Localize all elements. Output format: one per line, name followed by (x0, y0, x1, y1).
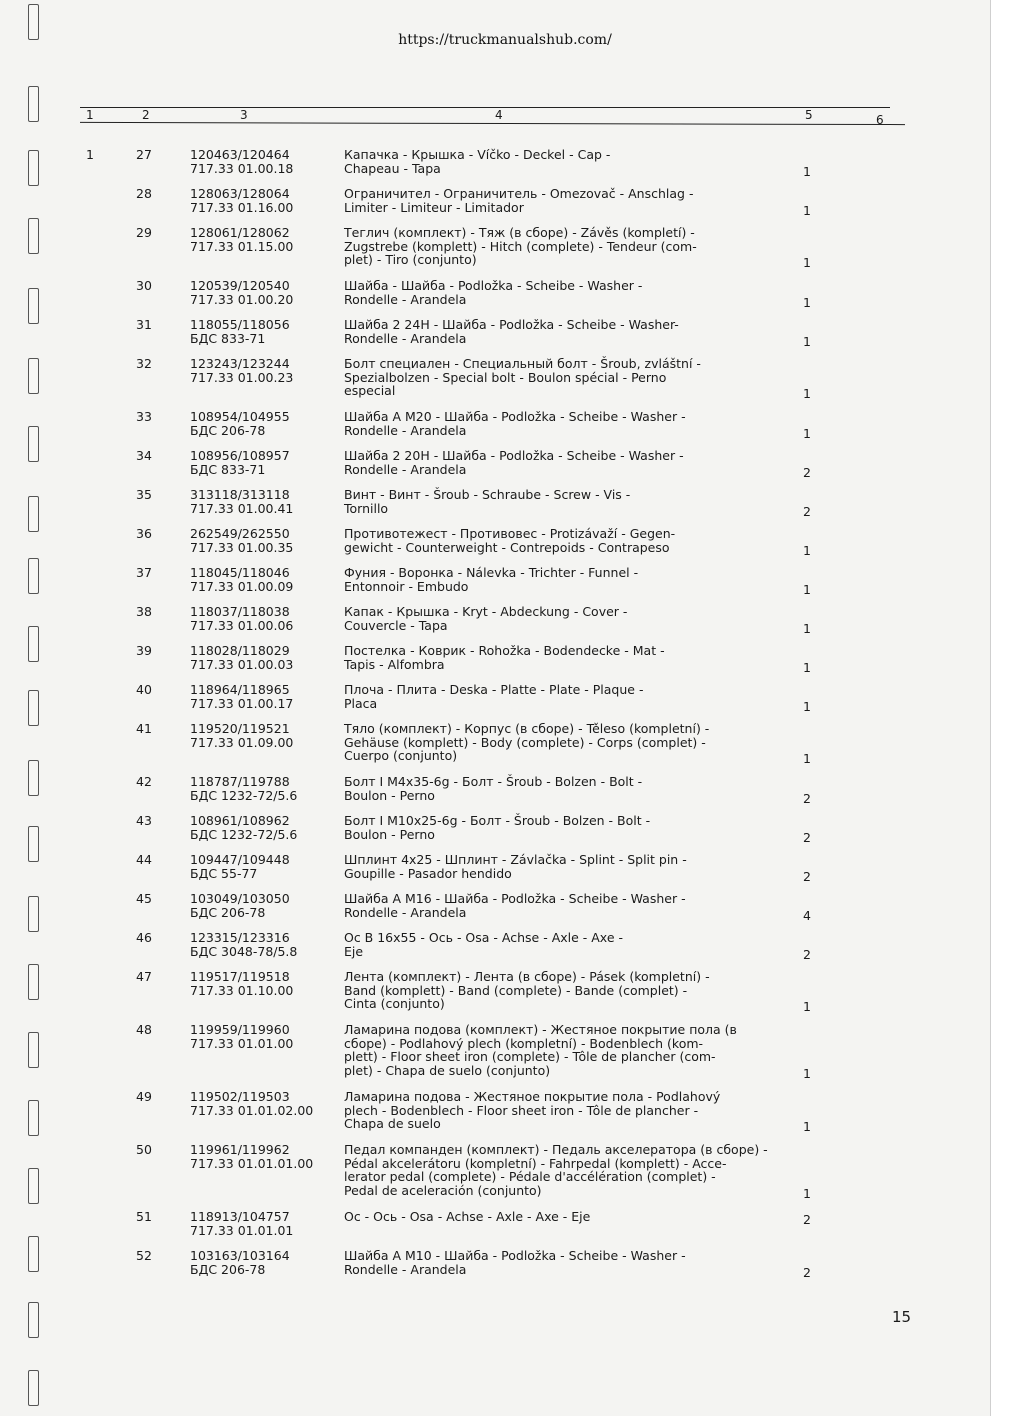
part-code: 313118/313118 (190, 487, 290, 502)
description-line: Шайба 2 24Н - Шайба - Podložka - Scheibe - Washer- (344, 317, 679, 332)
part-description (344, 775, 770, 802)
part-codes (190, 488, 330, 515)
part-code: 120463/120464 (190, 147, 290, 162)
quantity: 1 (803, 1119, 811, 1134)
part-codes (190, 1090, 330, 1117)
part-code: 118045/118046 (190, 565, 290, 580)
position-number: 39 (136, 643, 152, 658)
description-line: Болт I M10x25-6g - Болт - Šroub - Bolzen - Bolt - (344, 813, 651, 828)
part-description (344, 226, 770, 267)
part-code: 123243/123244 (190, 356, 290, 371)
part-code: 118028/118029 (190, 643, 290, 658)
description-line: Rondelle - Arandela (344, 330, 467, 346)
position-number: 41 (136, 721, 152, 736)
binder-hole (28, 626, 39, 662)
part-code: 108954/104955 (190, 409, 290, 424)
part-code: 717.33 01.00.09 (190, 578, 294, 594)
quantity: 2 (803, 946, 811, 962)
binder-hole (28, 690, 39, 726)
part-code: 717.33 01.00.35 (190, 539, 294, 555)
part-codes (190, 449, 330, 476)
part-code: 118037/118038 (190, 604, 290, 619)
binder-hole (28, 1100, 39, 1136)
description-line: Ос - Ось - Osa - Achse - Axle - Axe - Eje (344, 1209, 591, 1224)
description-line: Болт специален - Специальный болт - Šroub, zvláštní - (344, 356, 701, 371)
description-line: Rondelle - Arandela (344, 422, 467, 438)
part-codes (190, 775, 330, 802)
binder-hole (28, 760, 39, 796)
description-line: lerator pedal (complete) - Pédale d'accélération (complet) - (344, 1169, 716, 1184)
part-description (344, 892, 770, 919)
position-number: 33 (136, 409, 152, 424)
page-edge (990, 0, 1010, 1416)
description-line: gewicht - Counterweight - Contrepoids - Contrapeso (344, 539, 670, 555)
description-line: Rondelle - Arandela (344, 461, 467, 477)
part-description (344, 970, 770, 1011)
part-code: БДС 833-71 (190, 330, 266, 346)
part-code: 119959/119960 (190, 1022, 290, 1037)
position-number: 32 (136, 356, 152, 371)
part-code: БДС 3048-78/5.8 (190, 943, 298, 959)
description-line: Chapeau - Tapa (344, 160, 441, 176)
part-code: 119961/119962 (190, 1142, 290, 1157)
position-number: 34 (136, 448, 152, 463)
table-header (80, 103, 910, 133)
part-codes (190, 605, 330, 632)
position-number: 49 (136, 1089, 152, 1104)
quantity: 2 (803, 464, 811, 480)
description-line: Ос В 16x55 - Ось - Osa - Achse - Axle - Axe - (344, 930, 623, 945)
part-description (344, 1210, 770, 1224)
part-code: 103049/103050 (190, 891, 290, 906)
description-line: Eje (344, 943, 364, 959)
quantity: 2 (803, 790, 811, 806)
description-line: Couvercle - Tapa (344, 617, 448, 633)
part-codes (190, 148, 330, 175)
part-codes (190, 410, 330, 437)
description-line: especial (344, 383, 396, 398)
description-line: Zugstrebe (komplett) - Hitch (complete) - Tendeur (com- (344, 238, 697, 254)
header-rule (80, 122, 905, 125)
binder-hole (28, 1302, 39, 1338)
part-codes (190, 318, 330, 345)
part-code: БДС 206-78 (190, 904, 266, 920)
position-number: 50 (136, 1142, 152, 1157)
description-line: Pédal akcelerátoru (kompletní) - Fahrpedal (komplett) - Acce- (344, 1155, 727, 1171)
description-line: Педал компанден (комплект) - Педаль акселератора (в сборе) - (344, 1142, 768, 1157)
group-number: 1 (86, 147, 94, 162)
binder-hole (28, 1032, 39, 1068)
quantity: 1 (803, 386, 811, 401)
part-code: БДС 1232-72/5.6 (190, 826, 298, 842)
part-codes (190, 644, 330, 671)
part-code: 128063/128064 (190, 186, 290, 201)
quantity: 4 (803, 907, 811, 923)
position-number: 30 (136, 278, 152, 293)
part-description (344, 1023, 770, 1077)
binder-hole (28, 1370, 39, 1406)
part-code: 717.33 01.00.03 (190, 656, 294, 672)
description-line: Ламарина подова (комплект) - Жестяное покрытие пола (в (344, 1022, 737, 1037)
quantity: 1 (803, 255, 811, 270)
description-line: Лента (комплект) - Лента (в сборе) - Pásek (kompletní) - (344, 969, 710, 984)
description-line: Фуния - Воронка - Nálevka - Trichter - Funnel - (344, 565, 639, 580)
position-number: 48 (136, 1022, 152, 1037)
description-line: Шайба 2 20Н - Шайба - Podložka - Scheibe - Washer - (344, 448, 684, 463)
description-line: Chapa de suelo (344, 1116, 441, 1131)
quantity: 1 (803, 294, 811, 310)
part-description (344, 1090, 770, 1131)
quantity: 1 (803, 163, 811, 179)
part-codes (190, 683, 330, 710)
position-number: 51 (136, 1209, 152, 1224)
description-line: Tornillo (344, 500, 389, 516)
part-description (344, 853, 770, 880)
part-code: 109447/109448 (190, 852, 290, 867)
part-code: 717.33 01.16.00 (190, 199, 294, 215)
description-line: Rondelle - Arandela (344, 291, 467, 307)
part-description (344, 566, 770, 593)
description-line: Ламарина подова - Жестяное покрытие пола - Podlahový (344, 1089, 721, 1104)
binder-hole (28, 86, 39, 122)
quantity: 1 (803, 620, 811, 636)
quantity: 1 (803, 1065, 811, 1081)
part-code: 108961/108962 (190, 813, 290, 828)
part-description (344, 722, 770, 763)
part-description (344, 449, 770, 476)
position-number: 28 (136, 186, 152, 201)
part-code: 120539/120540 (190, 278, 290, 293)
description-line: Болт I M4x35-6g - Болт - Šroub - Bolzen - Bolt - (344, 774, 643, 789)
position-number: 40 (136, 682, 152, 697)
quantity: 1 (803, 1185, 811, 1201)
description-line: Противотежест - Противовес - Protizávaží - Gegen- (344, 526, 676, 541)
binder-hole (28, 826, 39, 862)
part-codes (190, 722, 330, 749)
quantity: 1 (803, 999, 811, 1014)
part-codes (190, 187, 330, 214)
part-code: 717.33 01.00.06 (190, 617, 294, 633)
quantity: 1 (803, 698, 811, 714)
header-col-3: 3 (240, 108, 248, 122)
part-code: 717.33 01.00.17 (190, 695, 294, 711)
part-codes (190, 970, 330, 997)
part-code: 119517/119518 (190, 969, 290, 984)
part-code: 717.33 01.01.01 (190, 1222, 294, 1238)
part-codes (190, 566, 330, 593)
part-code: 119502/119503 (190, 1089, 290, 1104)
part-code: 118055/118056 (190, 317, 290, 332)
quantity: 2 (803, 1264, 811, 1280)
quantity: 2 (803, 1212, 811, 1227)
part-description (344, 187, 770, 214)
part-codes (190, 357, 330, 384)
part-code: 717.33 01.01.02.00 (190, 1102, 314, 1118)
part-code: 717.33 01.09.00 (190, 734, 294, 750)
position-number: 47 (136, 969, 152, 984)
description-line: Капачка - Крышка - Víčko - Deckel - Cap - (344, 147, 611, 162)
part-codes (190, 1023, 330, 1050)
quantity: 1 (803, 333, 811, 349)
header-col-1: 1 (86, 108, 94, 122)
description-line: plet) - Tiro (conjunto) (344, 252, 477, 267)
quantity: 1 (803, 202, 811, 218)
part-code: 717.33 01.10.00 (190, 982, 294, 998)
part-code: 118787/119788 (190, 774, 290, 789)
description-line: Tapis - Alfombra (344, 656, 445, 672)
binder-hole (28, 558, 39, 594)
binder-hole (28, 896, 39, 932)
part-code: 717.33 01.01.00 (190, 1035, 294, 1051)
part-description (344, 1249, 770, 1276)
part-codes (190, 814, 330, 841)
description-line: Gehäuse (komplett) - Body (complete) - Corps (complet) - (344, 734, 706, 750)
binder-hole (28, 358, 39, 394)
part-code: 717.33 01.00.41 (190, 500, 294, 516)
part-code: БДС 833-71 (190, 461, 266, 477)
quantity: 1 (803, 425, 811, 441)
part-description (344, 814, 770, 841)
quantity: 1 (803, 542, 811, 558)
binder-hole (28, 1236, 39, 1272)
description-line: Шплинт 4x25 - Шплинт - Závlačka - Splint - Split pin - (344, 852, 687, 867)
binder-hole (28, 288, 39, 324)
description-line: Goupille - Pasador hendido (344, 865, 512, 881)
binder-hole (28, 150, 39, 186)
quantity: 2 (803, 503, 811, 519)
description-line: Band (komplett) - Band (complete) - Bande (complet) - (344, 982, 688, 998)
description-line: Rondelle - Arandela (344, 1261, 467, 1277)
binder-hole (28, 426, 39, 462)
header-col-5: 5 (805, 108, 813, 122)
binder-hole (28, 218, 39, 254)
part-description (344, 644, 770, 671)
part-description (344, 527, 770, 554)
part-description (344, 683, 770, 710)
binder-hole (28, 4, 39, 40)
quantity: 1 (803, 659, 811, 675)
part-description (344, 410, 770, 437)
part-code: БДС 206-78 (190, 422, 266, 438)
description-line: Cuerpo (conjunto) (344, 748, 458, 763)
description-line: Винт - Винт - Šroub - Schraube - Screw - Vis - (344, 487, 631, 502)
header-rule (80, 107, 890, 108)
description-line: сборе) - Podlahový plech (kompletní) - Bodenblech (kom- (344, 1035, 704, 1051)
quantity: 1 (803, 581, 811, 597)
description-line: Limiter - Limiteur - Limitador (344, 199, 524, 215)
part-description (344, 279, 770, 306)
part-code: БДС 55-77 (190, 865, 258, 881)
description-line: Шайба А М10 - Шайба - Podložka - Scheibe - Washer - (344, 1248, 686, 1263)
part-code: 262549/262550 (190, 526, 290, 541)
part-codes (190, 1249, 330, 1276)
position-number: 38 (136, 604, 152, 619)
page-number: 15 (892, 1308, 912, 1326)
binder-hole (28, 1168, 39, 1204)
description-line: Boulon - Perno (344, 826, 435, 842)
part-description (344, 488, 770, 515)
position-number: 27 (136, 147, 152, 162)
part-code: 119520/119521 (190, 721, 290, 736)
description-line: Boulon - Perno (344, 787, 435, 803)
part-codes (190, 892, 330, 919)
part-code: 118964/118965 (190, 682, 290, 697)
part-code: 128061/128062 (190, 225, 290, 240)
position-number: 29 (136, 225, 152, 240)
part-code: 717.33 01.00.23 (190, 369, 294, 385)
source-url[interactable]: https://truckmanualshub.com/ (398, 32, 612, 48)
position-number: 37 (136, 565, 152, 580)
part-codes (190, 279, 330, 306)
description-line: Rondelle - Arandela (344, 904, 467, 920)
part-code: БДС 206-78 (190, 1261, 266, 1277)
header-col-6: 6 (876, 113, 884, 127)
description-line: Тяло (комплект) - Корпус (в сборе) - Těleso (kompletní) - (344, 721, 710, 736)
position-number: 31 (136, 317, 152, 332)
part-code: 717.33 01.00.20 (190, 291, 294, 307)
header-col-2: 2 (142, 108, 150, 122)
description-line: Шайба А М16 - Шайба - Podložka - Scheibe - Washer - (344, 891, 686, 906)
binder-hole (28, 496, 39, 532)
part-codes (190, 1210, 330, 1237)
position-number: 42 (136, 774, 152, 789)
description-line: Постелка - Коврик - Rohožka - Bodendecke - Mat - (344, 643, 665, 658)
position-number: 46 (136, 930, 152, 945)
position-number: 44 (136, 852, 152, 867)
part-codes (190, 226, 330, 253)
description-line: Плоча - Плита - Deska - Platte - Plate - Plaque - (344, 682, 644, 697)
part-description (344, 605, 770, 632)
description-line: plett) - Floor sheet iron (complete) - Tôle de plancher (com- (344, 1049, 716, 1064)
part-code: 123315/123316 (190, 930, 290, 945)
quantity: 2 (803, 868, 811, 884)
part-code: 108956/108957 (190, 448, 290, 463)
part-description (344, 931, 770, 958)
description-line: Капак - Крышка - Kryt - Abdeckung - Cover - (344, 604, 628, 619)
part-description (344, 318, 770, 345)
part-codes (190, 527, 330, 554)
binder-hole (28, 964, 39, 1000)
description-line: Placa (344, 695, 378, 711)
part-description (344, 148, 770, 175)
description-line: Cinta (conjunto) (344, 996, 445, 1011)
description-line: Spezialbolzen - Special bolt - Boulon spécial - Perno (344, 369, 667, 385)
description-line: Pedal de aceleración (conjunto) (344, 1182, 542, 1198)
description-line: plet) - Chapa de suelo (conjunto) (344, 1062, 551, 1078)
part-code: 717.33 01.00.18 (190, 160, 294, 176)
part-description (344, 357, 770, 398)
part-description (344, 1143, 770, 1197)
description-line: Entonnoir - Embudo (344, 578, 469, 594)
description-line: Ограничител - Ограничитель - Omezovač - Anschlag - (344, 186, 694, 201)
part-code: 717.33 01.01.01.00 (190, 1155, 314, 1171)
part-codes (190, 931, 330, 958)
position-number: 35 (136, 487, 152, 502)
description-line: Шайба - Шайба - Podložka - Scheibe - Washer - (344, 278, 643, 293)
position-number: 52 (136, 1248, 152, 1263)
part-code: БДС 1232-72/5.6 (190, 787, 298, 803)
header-col-4: 4 (495, 108, 503, 122)
position-number: 43 (136, 813, 152, 828)
description-line: plech - Bodenblech - Floor sheet iron - Tôle de plancher - (344, 1102, 699, 1118)
quantity: 2 (803, 829, 811, 845)
quantity: 1 (803, 751, 811, 766)
description-line: Шайба А М20 - Шайба - Podložka - Scheibe - Washer - (344, 409, 686, 424)
position-number: 45 (136, 891, 152, 906)
part-codes (190, 853, 330, 880)
description-line: Теглич (комплект) - Тяж (в сборе) - Závěs (kompletí) - (344, 225, 695, 240)
part-code: 118913/104757 (190, 1209, 290, 1224)
part-codes (190, 1143, 330, 1170)
part-code: 717.33 01.15.00 (190, 238, 294, 254)
position-number: 36 (136, 526, 152, 541)
part-code: 103163/103164 (190, 1248, 290, 1263)
